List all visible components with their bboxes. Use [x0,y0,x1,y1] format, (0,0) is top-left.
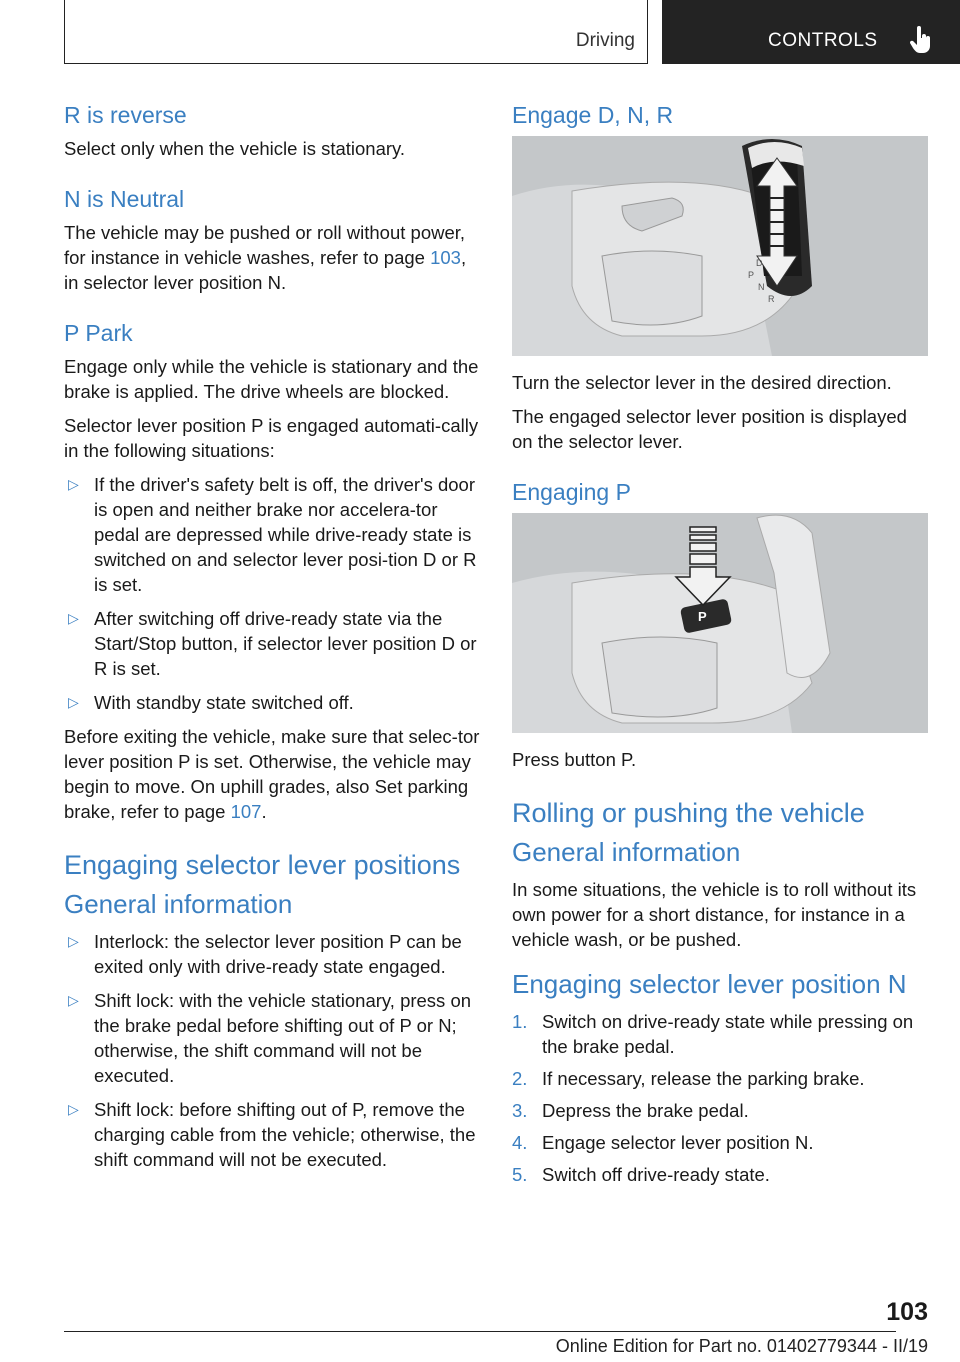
triangle-bullet-icon: ▷ [68,933,79,949]
list-item: ▷ With standby state switched off. [68,692,354,713]
general-bullet-list [64,929,482,1172]
fig-label-d: D [756,258,763,268]
list-item: 4. Engage selector lever position N. [512,1132,814,1153]
dnr-text-1: Turn the selector lever in the desired direction. [512,372,892,393]
n-neutral-text: The vehicle may be pushed or roll without power, for instance in vehicle washes, refer to page 103, in selector lever position N. [64,222,467,293]
n-neutral-heading: N is Neutral [64,186,185,212]
rolling-pushing-heading: Rolling or pushing the vehicle [512,798,865,828]
hand-pointer-icon [910,26,932,54]
fig-label-p-button: P [698,609,707,624]
general-info-text: In some situations, the vehicle is to roll without its own power for a short distance, for instance in a vehicle wash, or be pushed. [512,879,917,950]
list-item: ▷ Shift lock: with the vehicle stationary, press on the brake pedal before shifting out of P or N; otherwise, the shift command will not be executed. [68,990,472,1086]
list-item: 1. Switch on drive-ready state while pressing on the brake pedal. [512,1011,914,1057]
engaging-n-steps [512,1009,928,1187]
fig-label-p: P [748,270,755,280]
dnr-text-2: The engaged selector lever position is displayed on the selector lever. [512,406,907,452]
general-info-heading-right: General information [512,837,741,867]
header-chapter-tab [662,0,960,64]
general-info-heading-left: General information [64,889,293,919]
fig-label-n: N [758,282,765,292]
selector-lever-dnr-illustration [512,136,928,356]
engaging-p-heading: Engaging P [512,479,631,505]
list-item: ▷ After switching off drive-ready state via the Start/Stop button, if selector lever position D or R is set. [68,608,477,679]
page-number: 103 [886,1298,928,1326]
triangle-bullet-icon: ▷ [68,694,79,710]
engaging-n-heading: Engaging selector lever position N [512,969,907,999]
page-link-107[interactable]: 107 [230,801,262,822]
triangle-bullet-icon: ▷ [68,1101,79,1117]
list-item: 5. Switch off drive-ready state. [512,1164,770,1185]
r-reverse-text: Select only when the vehicle is stationary. [64,138,406,159]
left-column [64,100,482,1181]
list-item: ▷ If the driver's safety belt is off, the driver's door is open and neither brake nor accelera‐tor pedal are depressed while drive-ready state is switched on and selector lever posi‐tion D or R is set. [68,474,477,595]
page-link-103[interactable]: 103 [430,247,461,268]
engage-dnr-heading: Engage D, N, R [512,102,674,128]
selector-lever-p-illustration [512,513,928,733]
triangle-bullet-icon: ▷ [68,610,79,626]
r-reverse-heading: R is reverse [64,102,187,128]
right-column [512,100,928,1194]
p-park-text-3: Before exiting the vehicle, make sure that selec‐tor lever position P is set. Otherwise, the vehicle may begin to move. On uphill grades, also Set parking brake, refer to page 107. [64,726,480,822]
list-item: ▷ Shift lock: before shifting out of P, remove the charging cable from the vehicle; otherwise, the shift command will not be executed. [68,1099,476,1170]
p-park-text-2: Selector lever position P is engaged automati‐cally in the following situations: [64,415,479,461]
triangle-bullet-icon: ▷ [68,476,79,492]
p-park-bullet-list [64,472,482,715]
p-park-text-1: Engage only while the vehicle is stationary and the brake is applied. The drive wheels are blocked. [64,356,479,402]
press-p-text: Press button P. [512,749,637,770]
list-item: ▷ Interlock: the selector lever position P can be exited only with drive-ready state engaged. [68,931,462,977]
engaging-positions-heading: Engaging selector lever positions [64,850,461,880]
p-park-heading: P Park [64,320,133,346]
header-section-tab [64,0,648,64]
footer-edition: Online Edition for Part no. 01402779344 - II/19 [555,1336,928,1356]
footer-divider [64,1331,896,1332]
header-section-label: Driving [575,30,635,51]
triangle-bullet-icon: ▷ [68,992,79,1008]
list-item: 3. Depress the brake pedal. [512,1100,749,1121]
list-item: 2. If necessary, release the parking brake. [512,1068,865,1089]
header-chapter-label: CONTROLS [768,30,878,51]
fig-label-r: R [768,294,775,304]
